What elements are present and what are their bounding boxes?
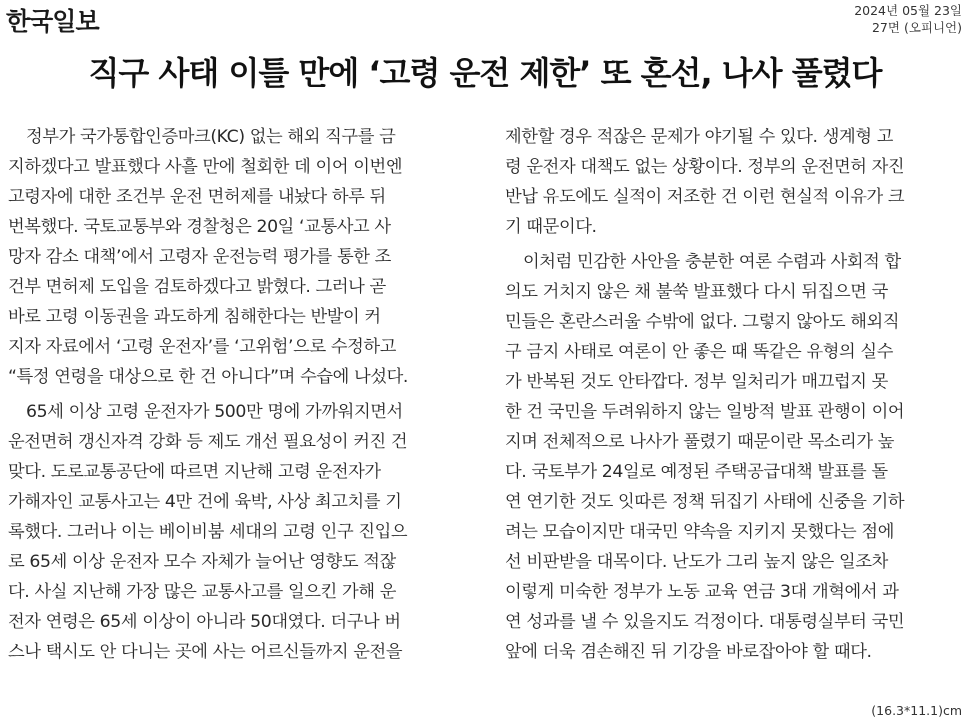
text-line: 전자 연령은 65세 이상이 아니라 50대였다. 더구나 버 xyxy=(8,612,401,632)
text-line: 령 운전자 대책도 없는 상황이다. 정부의 운전면허 자진 xyxy=(505,157,905,177)
text-line: 앞에 더욱 겸손해진 뒤 기강을 바로잡아야 할 때다. xyxy=(505,642,872,662)
text-line: 고령자에 대한 조건부 운전 면허제를 내놨다 하루 뒤 xyxy=(8,187,386,207)
article-headline: 직구 사태 이틀 만에 ‘고령 운전 제한’ 또 혼선, 나사 풀렸다 xyxy=(88,54,882,92)
text-line: 지자 자료에서 ‘고령 운전자’를 ‘고위험’으로 수정하고 xyxy=(8,337,397,357)
text-line: 려는 모습이지만 대국민 약속을 지키지 못했다는 점에 xyxy=(505,522,895,542)
text-line: 다. 국토부가 24일로 예정된 주택공급대책 발표를 돌 xyxy=(505,462,888,482)
text-line: 지며 전체적으로 나사가 풀렸기 때문이란 목소리가 높 xyxy=(505,432,895,452)
text-line: 가 반복된 것도 안타깝다. 정부 일처리가 매끄럽지 못 xyxy=(505,372,888,392)
text-line: 건부 면허제 도입을 검토하겠다고 밝혔다. 그러나 곧 xyxy=(8,277,386,297)
text-line: 선 비판받을 대목이다. 난도가 그리 높지 않은 일조차 xyxy=(505,552,888,572)
text-line: 스나 택시도 안 다니는 곳에 사는 어르신들까지 운전을 xyxy=(8,642,403,662)
article-size-note: (16.3*11.1)cm xyxy=(871,703,962,718)
text-line: 바로 고령 이동권을 과도하게 침해한다는 반발이 커 xyxy=(8,307,381,327)
text-line: 민들은 혼란스러울 수밖에 없다. 그렇지 않아도 해외직 xyxy=(505,312,900,332)
text-line: 이렇게 미숙한 정부가 노동 교육 연금 3대 개혁에서 과 xyxy=(505,582,899,602)
text-line: 연 연기한 것도 잇따른 정책 뒤집기 사태에 신중을 기하 xyxy=(505,492,905,512)
text-line: 한 건 국민을 두려워하지 않는 일방적 발표 관행이 이어 xyxy=(505,402,905,422)
text-line: 정부가 국가통합인증마크(KC) 없는 해외 직구를 금 xyxy=(26,127,396,147)
text-line: 지하겠다고 발표했다 사흘 만에 철회한 데 이어 이번엔 xyxy=(8,157,403,177)
text-line: 록했다. 그러나 이는 베이비붐 세대의 고령 인구 진입으 xyxy=(8,522,408,542)
article-column-left xyxy=(8,122,468,667)
text-line: 반납 유도에도 실적이 저조한 건 이런 현실적 이유가 크 xyxy=(505,187,905,207)
text-line: 가해자인 교통사고는 4만 건에 육박, 사상 최고치를 기 xyxy=(8,492,402,512)
page-section: 27면 (오피니언) xyxy=(871,20,962,35)
text-line: 의도 거치지 않은 채 불쑥 발표했다 다시 뒤집으면 국 xyxy=(505,282,888,302)
text-line: 다. 사실 지난해 가장 많은 교통사고를 일으킨 가해 운 xyxy=(8,582,397,602)
paragraph-3 xyxy=(505,247,965,667)
paragraph-2-continued xyxy=(505,122,965,242)
newspaper-logo: 한국일보 xyxy=(6,7,99,36)
text-line: 구 금지 사태로 여론이 안 좋은 때 똑같은 유형의 실수 xyxy=(505,342,894,362)
text-line: 이처럼 민감한 사안을 충분한 여론 수렴과 사회적 합 xyxy=(523,252,901,272)
text-line: 로 65세 이상 운전자 모수 자체가 늘어난 영향도 적잖 xyxy=(8,552,396,572)
text-line: 연 성과를 낼 수 있을지도 걱정이다. 대통령실부터 국민 xyxy=(505,612,905,632)
article-column-right xyxy=(505,122,965,667)
text-line: 기 때문이다. xyxy=(505,217,597,237)
text-line: “특정 연령을 대상으로 한 건 아니다”며 수습에 나섰다. xyxy=(8,367,409,387)
publication-meta xyxy=(854,2,962,36)
publication-date: 2024년 05월 23일 xyxy=(854,3,962,18)
paragraph-1 xyxy=(8,122,468,392)
text-line: 맞다. 도로교통공단에 따르면 지난해 고령 운전자가 xyxy=(8,462,381,482)
paragraph-2 xyxy=(8,397,468,667)
text-line: 운전면허 갱신자격 강화 등 제도 개선 필요성이 커진 건 xyxy=(8,432,408,452)
text-line: 번복했다. 국토교통부와 경찰청은 20일 ‘교통사고 사 xyxy=(8,217,391,237)
text-line: 망자 감소 대책’에서 고령자 운전능력 평가를 통한 조 xyxy=(8,247,391,267)
text-line: 제한할 경우 적잖은 문제가 야기될 수 있다. 생계형 고 xyxy=(505,127,894,147)
text-line: 65세 이상 고령 운전자가 500만 명에 가까워지면서 xyxy=(26,402,403,422)
